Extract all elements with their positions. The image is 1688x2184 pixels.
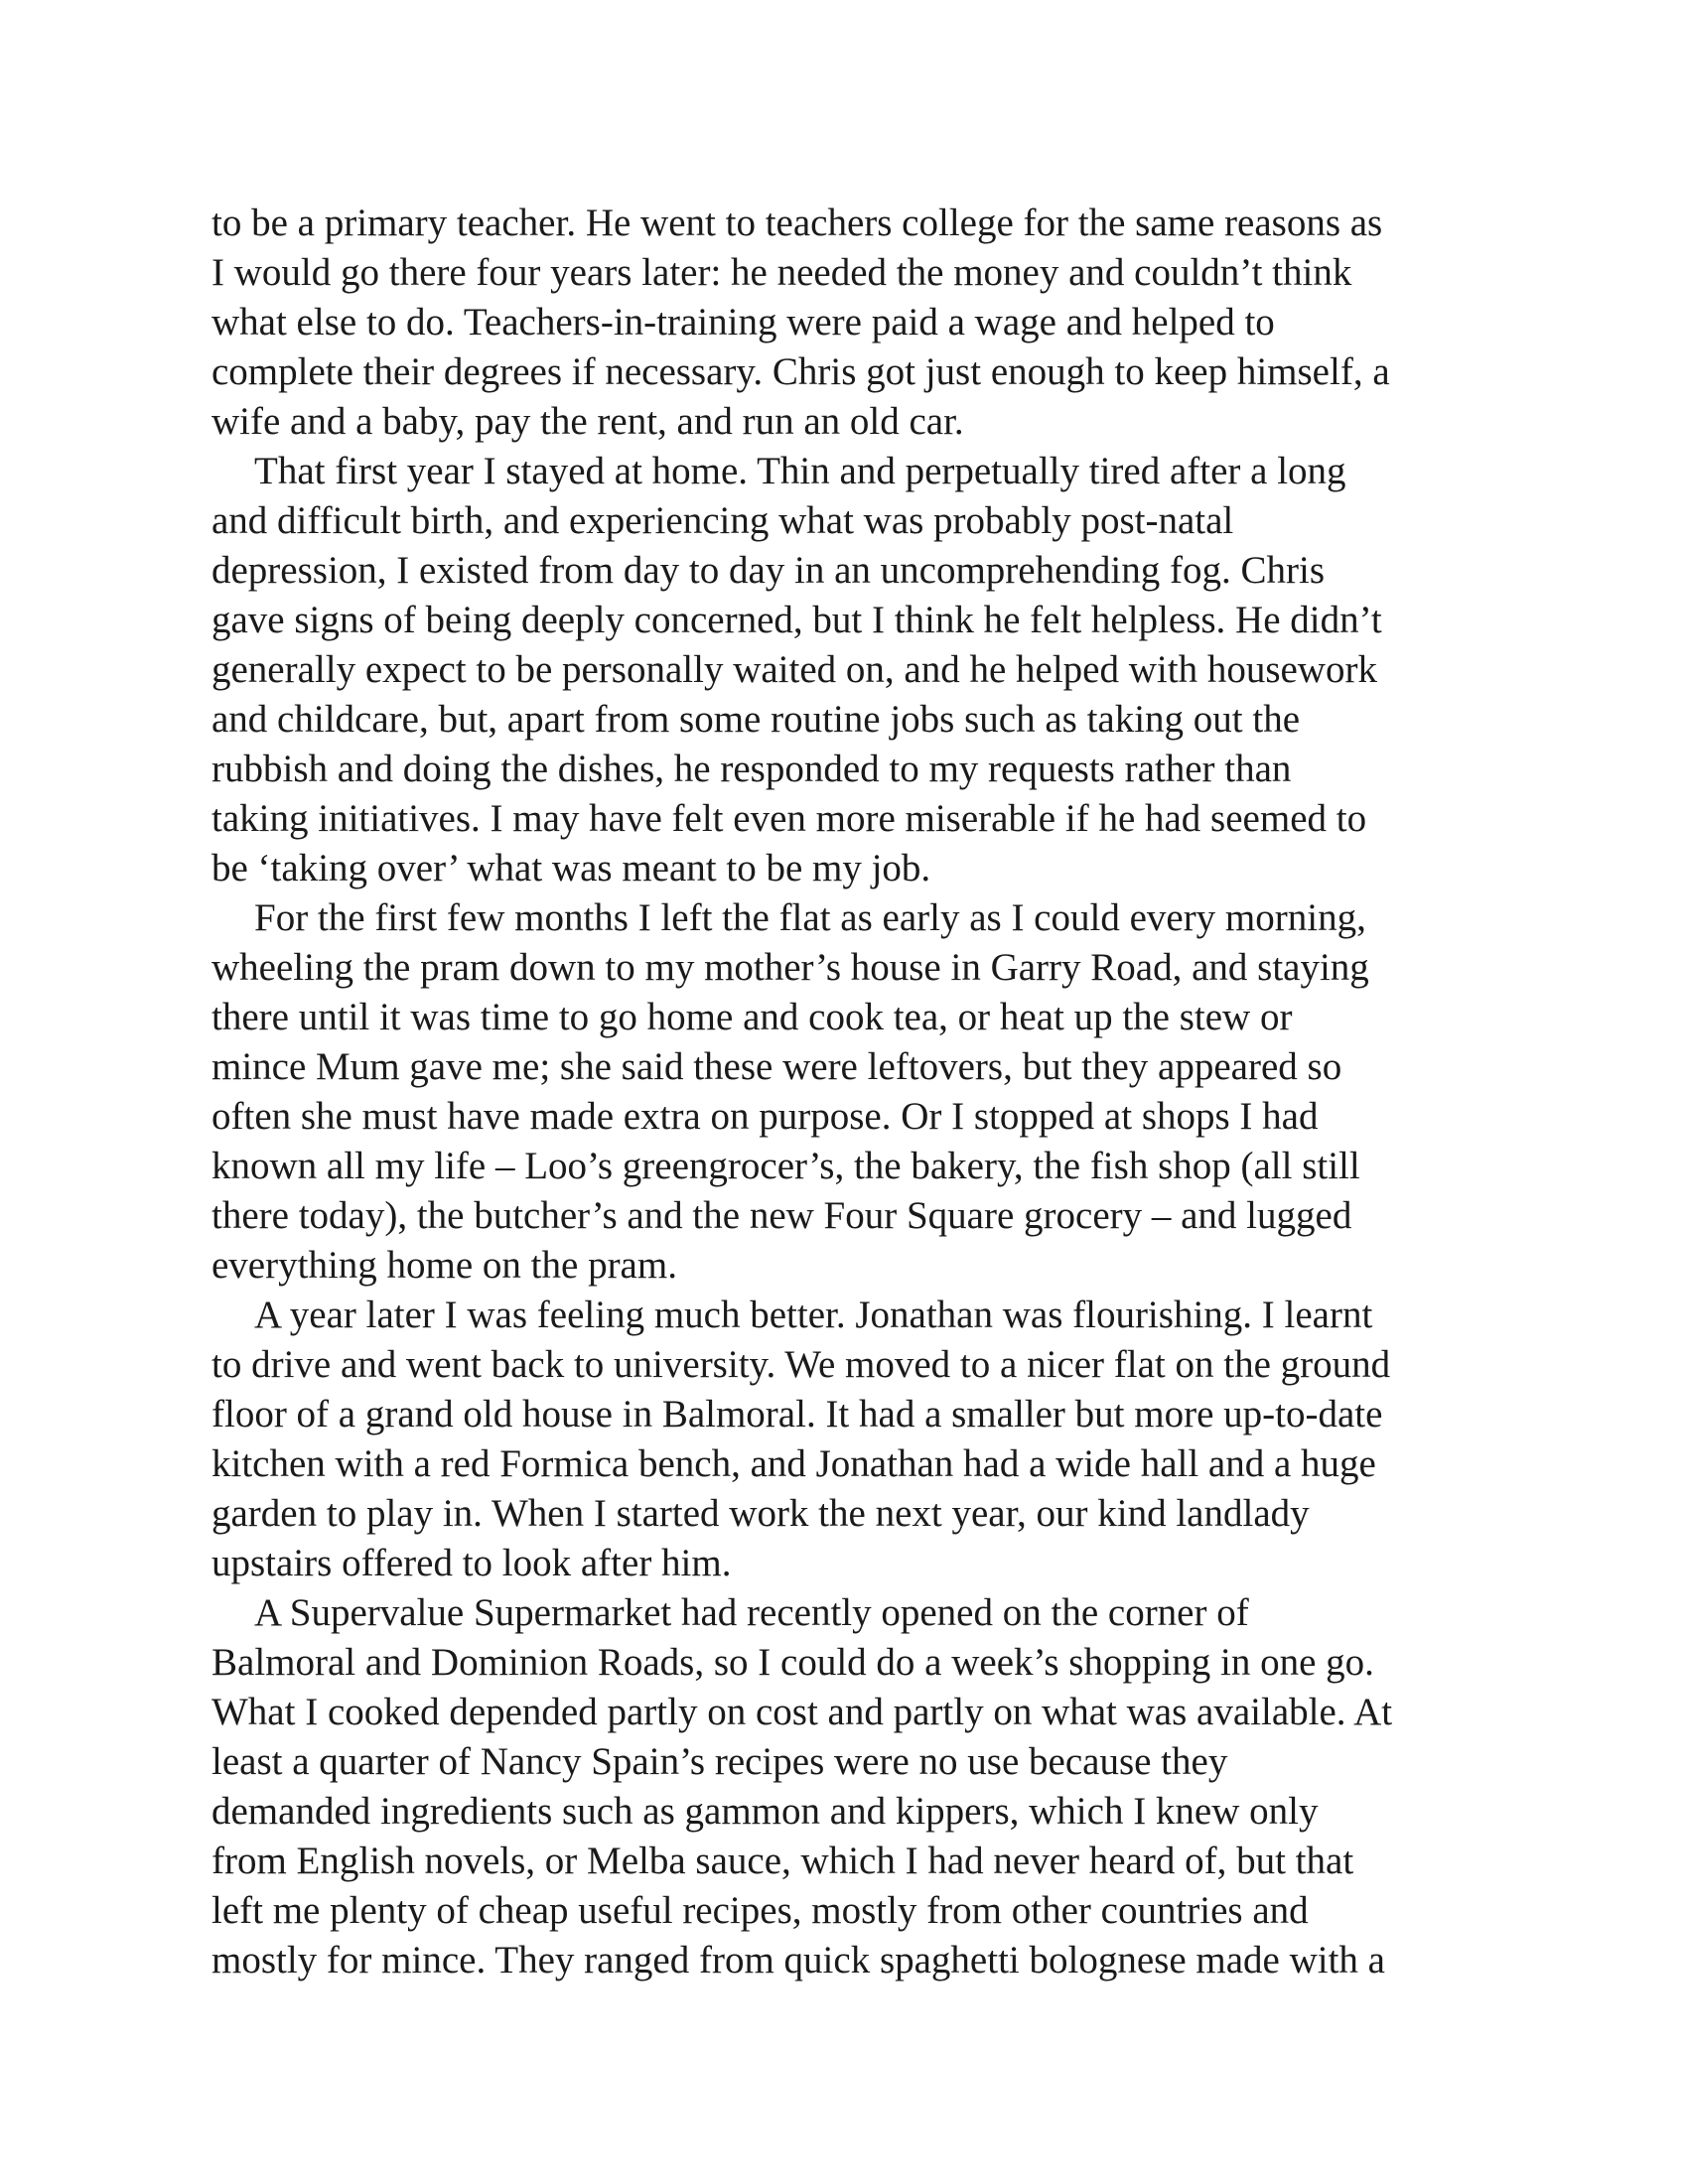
text-line: kitchen with a red Formica bench, and Jonathan had a wide hall and a huge (211, 1442, 1376, 1485)
text-line: mostly for mince. They ranged from quick spaghetti bolognese made with a (211, 1939, 1385, 1981)
text-line: there today), the butcher’s and the new Four Square grocery – and lugged (211, 1194, 1352, 1237)
text-line: complete their degrees if necessary. Chris got just enough to keep himself, a (211, 350, 1390, 393)
text-line: wife and a baby, pay the rent, and run an old car. (211, 400, 964, 443)
text-line: depression, I existed from day to day in an uncomprehending fog. Chris (211, 549, 1326, 592)
text-line: least a quarter of Nancy Spain’s recipes were no use because they (211, 1740, 1228, 1783)
paragraph (211, 1291, 1502, 1588)
text-line: to be a primary teacher. He went to teachers college for the same reasons as (211, 202, 1383, 244)
document-page (211, 199, 1502, 1985)
text-line: For the first few months I left the flat as early as I could every morning, (254, 896, 1366, 939)
text-line: That first year I stayed at home. Thin and perpetually tired after a long (254, 450, 1346, 492)
text-line: rubbish and doing the dishes, he responded to my requests rather than (211, 748, 1292, 790)
text-line: What I cooked depended partly on cost and partly on what was available. At (211, 1691, 1393, 1733)
text-line: gave signs of being deeply concerned, but I think he felt helpless. He didn’t (211, 599, 1382, 641)
text-line: upstairs offered to look after him. (211, 1542, 732, 1584)
text-line: there until it was time to go home and cook tea, or heat up the stew or (211, 996, 1293, 1038)
paragraph (211, 893, 1502, 1291)
text-line: what else to do. Teachers-in-training were paid a wage and helped to (211, 301, 1275, 343)
text-line: and difficult birth, and experiencing what was probably post-natal (211, 499, 1234, 542)
text-line: floor of a grand old house in Balmoral. It had a smaller but more up-to-date (211, 1393, 1383, 1435)
paragraph (211, 1588, 1502, 1985)
text-line: taking initiatives. I may have felt even more miserable if he had seemed to (211, 797, 1367, 840)
text-line: A Supervalue Supermarket had recently opened on the corner of (254, 1591, 1249, 1634)
text-line: Balmoral and Dominion Roads, so I could do a week’s shopping in one go. (211, 1641, 1374, 1684)
text-line: to drive and went back to university. We moved to a nicer flat on the ground (211, 1343, 1391, 1386)
text-line: known all my life – Loo’s greengrocer’s, the bakery, the fish shop (all still (211, 1145, 1360, 1187)
paragraph (211, 199, 1502, 447)
text-line: left me plenty of cheap useful recipes, mostly from other countries and (211, 1889, 1309, 1932)
text-line: and childcare, but, apart from some routine jobs such as taking out the (211, 698, 1301, 741)
text-line: garden to play in. When I started work the next year, our kind landlady (211, 1492, 1310, 1535)
text-line: wheeling the pram down to my mother’s house in Garry Road, and staying (211, 946, 1369, 989)
paragraph (211, 447, 1502, 893)
text-line: mince Mum gave me; she said these were leftovers, but they appeared so (211, 1045, 1342, 1088)
text-line: be ‘taking over’ what was meant to be my job. (211, 847, 931, 889)
text-line: everything home on the pram. (211, 1244, 677, 1287)
text-line: from English novels, or Melba sauce, which I had never heard of, but that (211, 1840, 1354, 1882)
text-line: demanded ingredients such as gammon and kippers, which I knew only (211, 1790, 1319, 1833)
text-line: generally expect to be personally waited on, and he helped with housework (211, 648, 1377, 691)
text-line: A year later I was feeling much better. Jonathan was flourishing. I learnt (254, 1294, 1373, 1336)
text-line: often she must have made extra on purpose. Or I stopped at shops I had (211, 1095, 1319, 1138)
text-line: I would go there four years later: he needed the money and couldn’t think (211, 251, 1352, 294)
